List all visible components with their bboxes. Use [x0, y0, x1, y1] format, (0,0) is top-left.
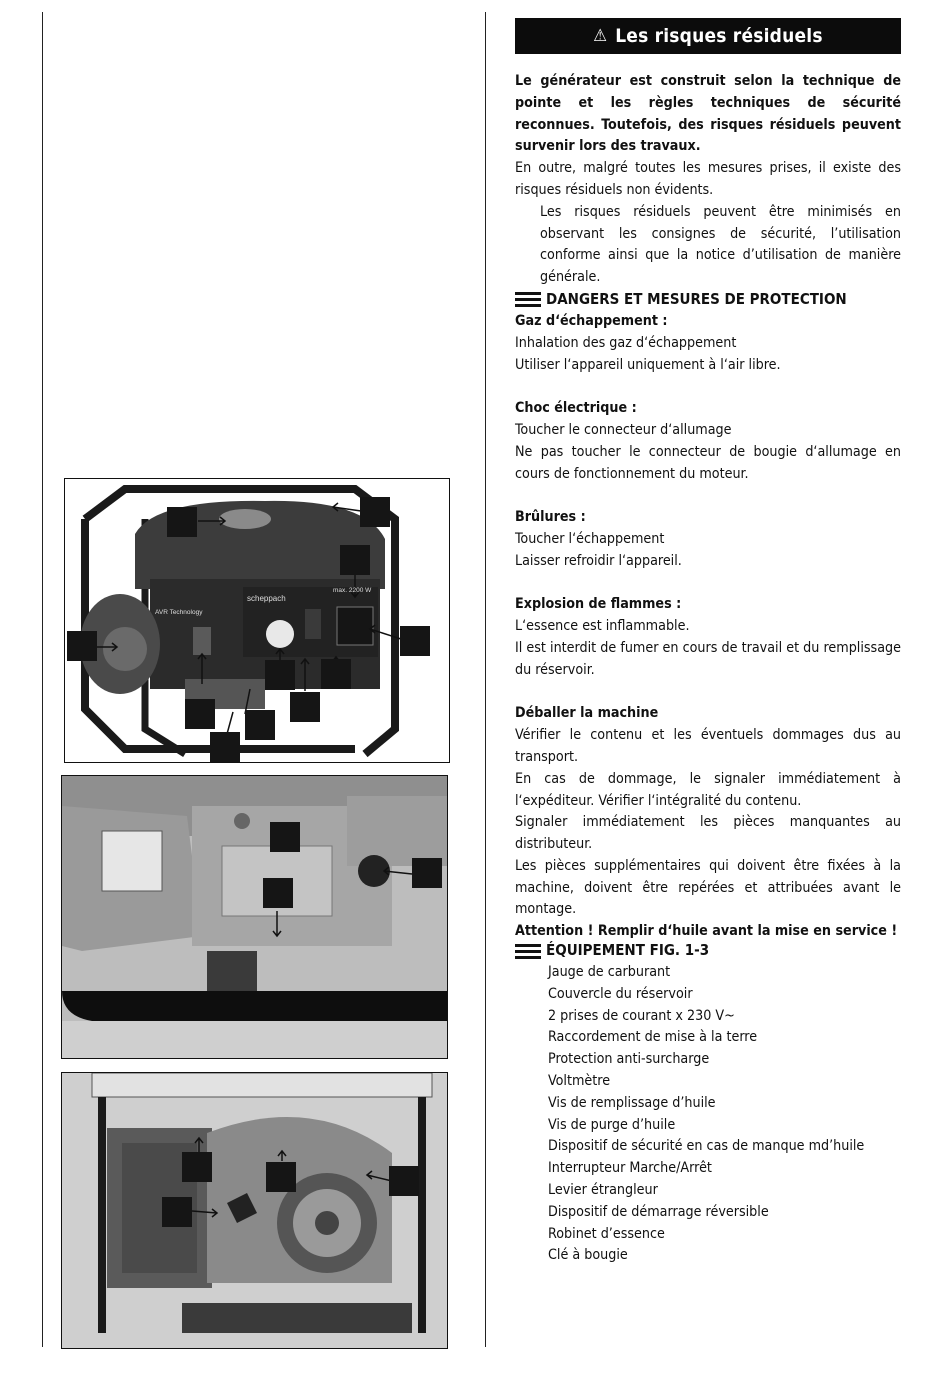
callout-box — [182, 1152, 212, 1182]
menu-lines-icon — [515, 944, 541, 959]
danger-line: Laisser refroidir l‘appareil. — [515, 552, 682, 569]
danger-line: L‘essence est inflammable. — [515, 618, 690, 635]
column-divider-rule — [485, 12, 486, 1347]
intro-bold-paragraph: Le générateur est construit selon la technique de pointe et les règles techniques de sécurité reconnues. Toutefois, des risques résiduels peuvent survenir lors des travaux. — [515, 73, 901, 155]
callout-box — [210, 732, 240, 762]
callout-box — [270, 822, 300, 852]
danger-section-title: Explosion de flammes : — [515, 596, 682, 613]
equipment-item: Levier étrangleur — [548, 1181, 658, 1198]
callout-box — [167, 507, 197, 537]
danger-line: Vérifier le contenu et les éventuels dommages dus au transport. — [515, 727, 901, 765]
callout-box — [263, 878, 293, 908]
danger-line: En cas de dommage, le signaler immédiatement à l‘expéditeur. Vérifier l‘intégralité du contenu. — [515, 770, 901, 809]
attention-note: Attention ! Remplir d‘huile avant la mise en service ! — [515, 923, 898, 940]
intro-paragraph: En outre, malgré toutes les mesures prises, il existe des risques résiduels non évidents. — [515, 160, 901, 198]
callout-box — [321, 659, 351, 689]
danger-line: Utiliser l‘appareil uniquement à l‘air libre. — [515, 356, 781, 373]
intro-indented-paragraph: Les risques résiduels peuvent être minimisés en observant les consignes de sécurité, l’utilisation conforme ainsi que la notice d’utilisation de manière générale. — [540, 203, 901, 286]
callout-box — [412, 858, 442, 888]
danger-line: Signaler immédiatement les pièces manquantes au distributeur. — [515, 814, 901, 853]
figure-engine-detail — [61, 775, 448, 1059]
right-column — [515, 71, 901, 943]
danger-line: Inhalation des gaz d‘échappement — [515, 334, 737, 351]
callout-box — [340, 545, 370, 575]
danger-section — [515, 398, 901, 485]
equipment-item: Clé à bougie — [548, 1247, 628, 1264]
equipment-item: Jauge de carburant — [548, 964, 671, 980]
danger-section-title: Gaz d‘échappement : — [515, 312, 668, 329]
danger-line: Il est interdit de fumer en cours de travail et du remplissage du réservoir. — [515, 639, 901, 678]
equipment-item: Dispositif de sécurité en cas de manque md’huile — [548, 1138, 865, 1155]
equipment-item: Vis de remplissage d’huile — [548, 1094, 716, 1111]
menu-lines-icon — [515, 292, 541, 307]
left-margin-rule — [42, 12, 43, 1347]
dangers-heading — [515, 289, 901, 311]
equipment-item: Interrupteur Marche/Arrêt — [548, 1160, 712, 1177]
figure-model-label: max. 2200 W — [333, 587, 372, 594]
figure-panel-label: AVR Technology — [155, 609, 203, 616]
danger-section-title: Choc électrique : — [515, 400, 637, 417]
callout-box — [185, 699, 215, 729]
equipment-item: Protection anti-surcharge — [548, 1051, 710, 1068]
danger-section-title: Brûlures : — [515, 509, 586, 526]
callout-box — [400, 626, 430, 656]
warning-icon: ⚠ — [593, 26, 608, 46]
equipment-item: Voltmètre — [548, 1072, 611, 1089]
equipment-heading-text: ÉQUIPEMENT FIG. 1-3 — [546, 941, 710, 960]
danger-section-title: Déballer la machine — [515, 705, 659, 722]
residual-risks-banner — [515, 18, 901, 54]
danger-line: Ne pas toucher le connecteur de bougie d‘allumage en cours de fonctionnement du moteur. — [515, 443, 901, 482]
callout-box — [389, 1166, 419, 1196]
figure-generator-front — [64, 478, 450, 763]
callout-box — [265, 660, 295, 690]
callout-box — [266, 1162, 296, 1192]
danger-section — [515, 311, 901, 376]
danger-section — [515, 594, 901, 681]
dangers-heading-text: DANGERS ET MESURES DE PROTECTION — [546, 290, 847, 309]
equipment-section — [515, 940, 901, 1267]
callout-box — [67, 631, 97, 661]
danger-section — [515, 703, 901, 921]
equipment-item: Couvercle du réservoir — [548, 985, 693, 1002]
figure-recoil-starter — [61, 1072, 448, 1349]
equipment-heading — [515, 940, 901, 962]
callout-box — [162, 1197, 192, 1227]
equipment-item: 2 prises de courant x 230 V~ — [548, 1007, 735, 1024]
danger-section — [515, 507, 901, 572]
callout-box — [290, 692, 320, 722]
equipment-item: Raccordement de mise à la terre — [548, 1029, 758, 1046]
equipment-item: Robinet d’essence — [548, 1225, 665, 1242]
banner-title: Les risques résiduels — [615, 25, 823, 47]
danger-line: Toucher l‘échappement — [515, 530, 665, 547]
figure-brand-label: scheppach — [247, 594, 286, 603]
callout-box — [360, 497, 390, 527]
danger-line: Les pièces supplémentaires qui doivent être fixées à la machine, doivent être repérées et attribuées avant le montage. — [515, 857, 901, 918]
danger-line: Toucher le connecteur d‘allumage — [515, 421, 732, 438]
equipment-list — [515, 962, 901, 1267]
equipment-item: Vis de purge d’huile — [548, 1116, 676, 1133]
equipment-item: Dispositif de démarrage réversible — [548, 1203, 769, 1220]
callout-box — [245, 710, 275, 740]
